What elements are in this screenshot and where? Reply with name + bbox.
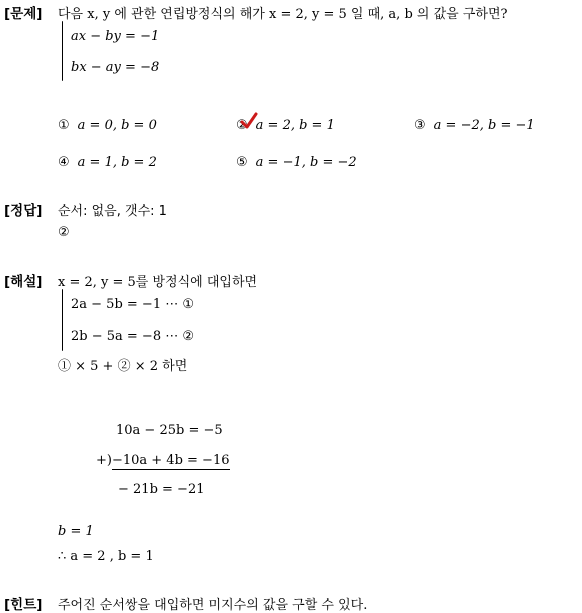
solution-brace (62, 289, 63, 351)
choice-3[interactable] (414, 118, 535, 133)
choice-text: a = −1, b = −2 (255, 155, 357, 170)
choice-4[interactable] (58, 155, 157, 170)
solution-equation-1: 2a − 5b = −1 ⋯ ① (71, 297, 195, 312)
system-brace (62, 21, 63, 81)
choice-number: ⑤ (236, 155, 248, 170)
choice-text: a = 2, b = 1 (255, 118, 335, 133)
choice-text: a = 1, b = 2 (77, 155, 157, 170)
hint-text: 주어진 순서쌍을 대입하면 미지수의 값을 구할 수 있다. (58, 598, 368, 613)
solution-step-1: 10a − 25b = −5 (116, 423, 223, 438)
solution-label: [해설] (4, 274, 43, 290)
plus-prefix: +) (96, 453, 112, 468)
solution-step-2 (96, 453, 230, 468)
answer-label: [정답] (4, 203, 43, 219)
choice-number: ③ (414, 118, 426, 133)
solution-combine: ① × 5 + ② × 2 하면 (58, 359, 188, 374)
choice-number: ④ (58, 155, 70, 170)
choice-text: a = −2, b = −1 (433, 118, 535, 133)
checkmark-icon (240, 112, 258, 130)
solution-intro: x = 2, y = 5를 방정식에 대입하면 (58, 275, 258, 290)
step-2-equation: −10a + 4b = −16 (111, 453, 230, 468)
choice-1[interactable] (58, 118, 157, 133)
system-equation-2: bx − ay = −8 (71, 60, 160, 75)
problem-question: 다음 x, y 에 관한 연립방정식의 해가 x = 2, y = 5 일 때, a, b 의 값을 구하면? (58, 7, 508, 22)
solution-step-3: − 21b = −21 (118, 482, 205, 497)
hint-label: [힌트] (4, 597, 43, 613)
choice-5[interactable] (236, 155, 357, 170)
answer-value: ② (58, 225, 70, 240)
choice-number: ① (58, 118, 70, 133)
solution-result-2: ∴ a = 2 , b = 1 (58, 549, 154, 564)
solution-result-1: b = 1 (58, 524, 94, 539)
problem-label: [문제] (4, 6, 43, 22)
choice-number: ② (236, 118, 248, 133)
answer-line: 순서: 없음, 갯수: 1 (58, 204, 167, 219)
choice-text: a = 0, b = 0 (77, 118, 157, 133)
solution-equation-2: 2b − 5a = −8 ⋯ ② (71, 329, 195, 344)
system-equation-1: ax − by = −1 (71, 29, 160, 44)
